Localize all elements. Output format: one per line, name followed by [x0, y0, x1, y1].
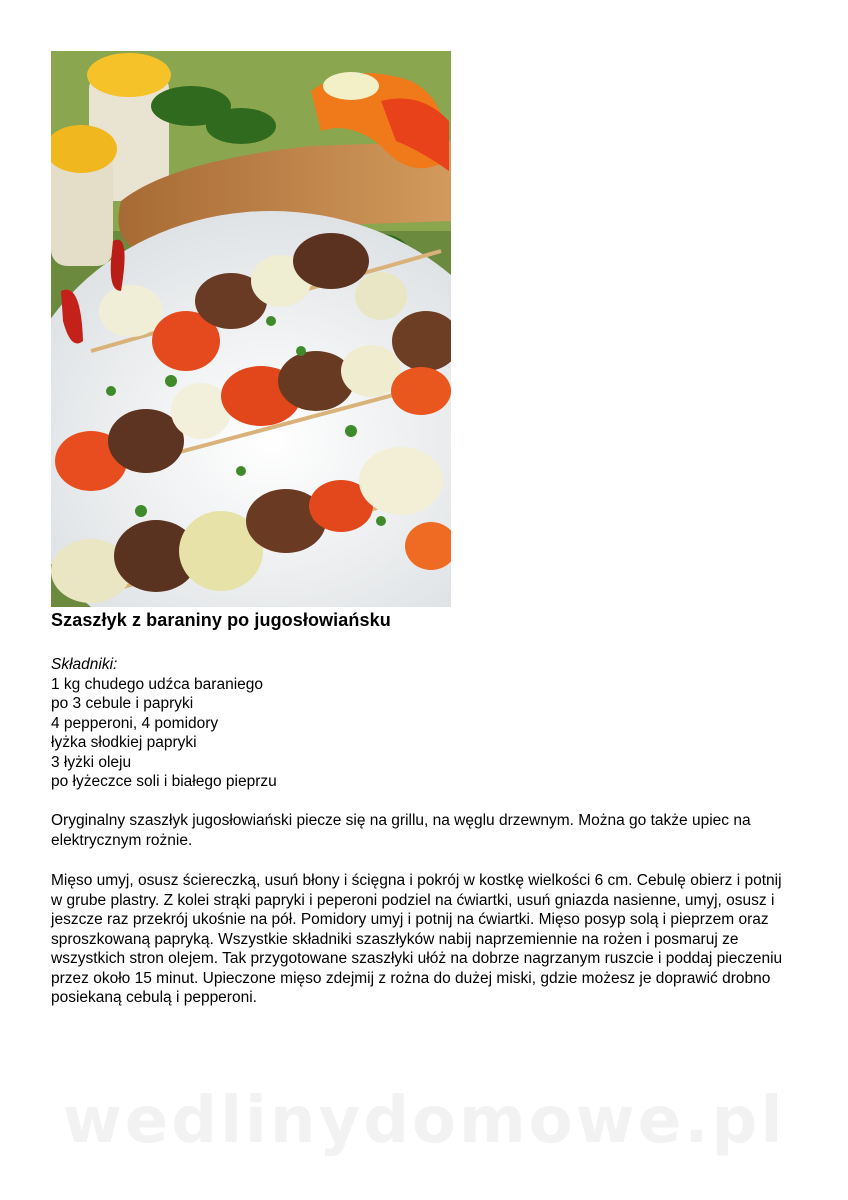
ingredient-item: łyżka słodkiej papryki — [51, 734, 197, 751]
recipe-title: Szaszłyk z baraniny po jugosłowiańsku — [51, 610, 391, 630]
ingredient-item: 4 pepperoni, 4 pomidory — [51, 714, 219, 732]
ingredients-section — [51, 655, 791, 792]
intro-paragraph: Oryginalny szaszłyk jugosłowiański piecze się na grillu, na węglu drzewnym. Można go także upiec na elektrycznym rożnie. — [51, 812, 751, 849]
method-paragraph: Mięso umyj, osusz ściereczką, usuń błony i ścięgna i pokrój w kostkę wielkości 6 cm. Cebulę obierz i potnij w grube plastry. Z kolei strąki papryki i peperoni podziel na ćwiartki, usuń gniazda nasienne, umyj, osusz i jeszcze raz przekrój ukośnie na pół. Pomidory umyj i potnij na ćwiartki. Mięso posyp solą i pieprzem oraz sproszkowaną papryką. Wszystkie składniki szaszłyków nabij naprzemiennie na rożen i posmaruj ze wszystkich stron olejem. Tak przygotowane szaszłyki ułóż na dobrze nagrzanym ruszcie i poddaj pieczeniu przez około 15 minut. Upieczone mięso zdejmij z rożna do dużej miski, gdzie możesz je doprawić drobno posiekaną cebulą i pepperoni. — [51, 872, 783, 1006]
recipe-photo — [51, 51, 451, 607]
watermark: wedlinydomowe.pl — [62, 1084, 786, 1158]
kebab-photo-illustration — [51, 51, 451, 607]
ingredient-item: po łyżeczce soli i białego pieprzu — [51, 773, 277, 790]
ingredient-item: 1 kg chudego udźca baraniego — [51, 675, 263, 693]
ingredients-heading: Składniki: — [51, 656, 118, 673]
ingredient-item: po 3 cebule i papryki — [51, 695, 194, 712]
ingredient-item: 3 łyżki oleju — [51, 753, 132, 771]
ingredients-list — [51, 675, 791, 792]
